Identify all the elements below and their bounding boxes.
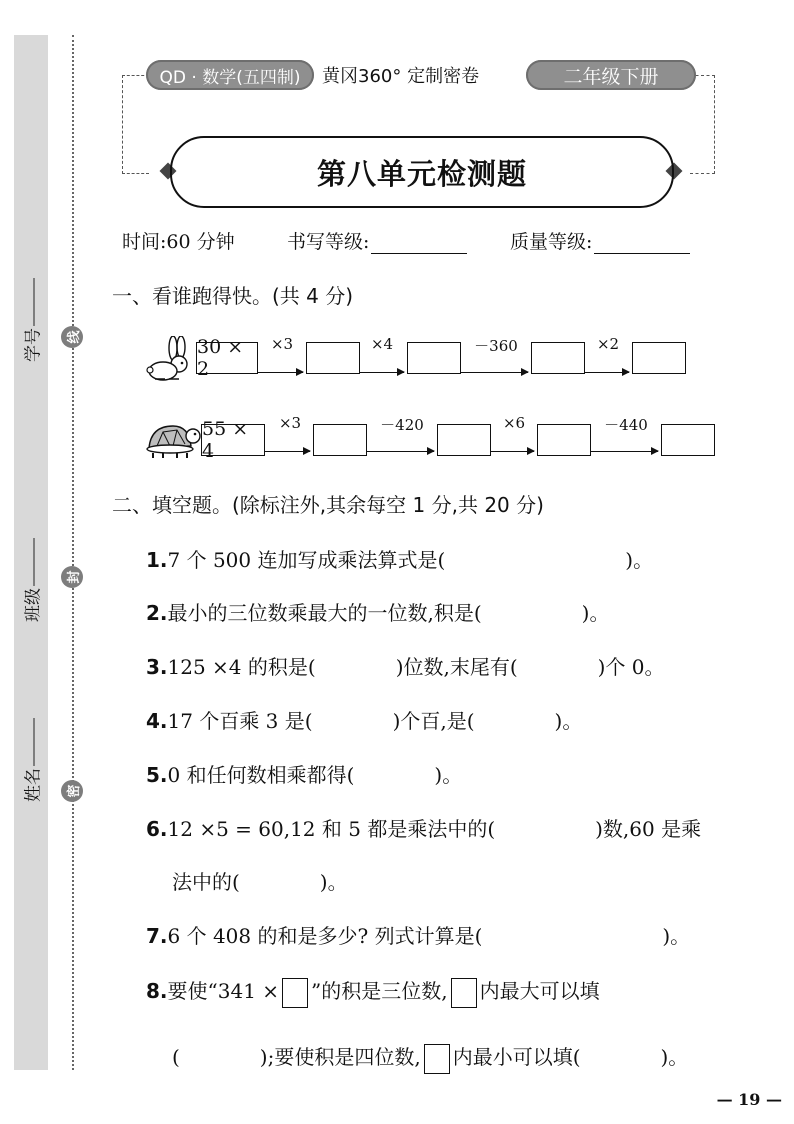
class-field[interactable] [19, 538, 44, 622]
question-8-number: 8. [146, 979, 168, 1003]
turtle-answer-3[interactable] [537, 424, 591, 456]
question-1[interactable] [146, 544, 653, 573]
rabbit-arrow-2 [360, 372, 404, 373]
page-title: 第八单元检测题 [170, 136, 674, 208]
writing-grade-label: 书写等级: [287, 231, 370, 253]
rabbit-answer-2[interactable] [407, 342, 461, 374]
cut-line [72, 35, 74, 1070]
writing-grade[interactable] [287, 227, 467, 254]
rabbit-answer-4[interactable] [632, 342, 686, 374]
question-1-number: 1. [146, 548, 168, 572]
section2-heading: 二、填空题。(除标注外,其余每空 1 分,共 20 分) [112, 493, 544, 517]
rabbit-icon [143, 336, 195, 382]
grade-pill: 二年级下册 [526, 60, 696, 90]
turtle-arrow-3 [491, 451, 534, 452]
question-3-number: 3. [146, 655, 168, 679]
question-2-number: 2. [146, 601, 168, 625]
name-field[interactable] [19, 718, 44, 802]
turtle-op-1: ×3 [278, 414, 302, 432]
question-4[interactable] [146, 705, 582, 734]
turtle-arrow-1 [265, 451, 310, 452]
question-2-text: 最小的三位数乘最大的一位数,积是( )。 [167, 601, 610, 625]
turtle-start-box: 55 × 4 [201, 424, 265, 456]
quality-grade-label: 质量等级: [510, 231, 593, 253]
writing-grade-blank[interactable] [371, 235, 467, 254]
question-8[interactable] [146, 975, 600, 1008]
quality-grade-blank[interactable] [594, 235, 690, 254]
student-id-label: 学号 [23, 328, 44, 362]
rabbit-answer-3[interactable] [531, 342, 585, 374]
turtle-arrow-4 [591, 451, 658, 452]
page-number: — 19 — [716, 1090, 782, 1109]
bead-secret: 密 [61, 780, 83, 802]
question-1-text: 7 个 500 连加写成乘法算式是( )。 [167, 548, 654, 572]
name-label: 姓名 [23, 768, 44, 802]
rabbit-op-2: ×4 [370, 335, 394, 353]
turtle-answer-1[interactable] [313, 424, 367, 456]
question-3-text: 125 ×4 的积是( )位数,末尾有( )个 0。 [167, 655, 665, 679]
rabbit-op-3: －360 [474, 337, 518, 355]
section1-heading: 一、看谁跑得快。(共 4 分) [112, 284, 354, 308]
turtle-answer-2[interactable] [437, 424, 491, 456]
question-4-number: 4. [146, 709, 168, 733]
header-frame-left [122, 75, 149, 174]
rabbit-arrow-4 [585, 372, 629, 373]
series-name: 黄冈360° 定制密卷 [322, 66, 480, 87]
bead-line: 线 [61, 326, 83, 348]
question-6-number: 6. [146, 817, 168, 841]
question-8-cont-part2: 内最小可以填( )。 [452, 1045, 689, 1069]
question-5[interactable] [146, 759, 462, 788]
turtle-op-2: －420 [380, 416, 424, 434]
turtle-op-3: ×6 [502, 414, 526, 432]
question-8-part3: 内最大可以填 [479, 979, 600, 1003]
question-6[interactable] [146, 813, 701, 842]
answer-square-1[interactable] [282, 978, 308, 1008]
question-7[interactable] [146, 920, 690, 949]
question-8-part1: 要使“341 × [167, 979, 280, 1003]
rabbit-arrow-1 [258, 372, 303, 373]
rabbit-op-4: ×2 [596, 335, 620, 353]
student-id-field[interactable] [19, 278, 44, 362]
question-6-cont[interactable]: 法中的( )。 [172, 870, 348, 894]
turtle-arrow-2 [367, 451, 434, 452]
question-2[interactable] [146, 597, 609, 626]
question-6-text: 12 ×5 = 60,12 和 5 都是乘法中的( )数,60 是乘 [167, 817, 702, 841]
question-8-cont-part1: ( );要使积是四位数, [172, 1045, 421, 1069]
rabbit-answer-1[interactable] [306, 342, 360, 374]
turtle-icon [143, 418, 201, 460]
question-5-number: 5. [146, 763, 168, 787]
turtle-op-4: －440 [604, 416, 648, 434]
question-7-number: 7. [146, 924, 168, 948]
bead-seal: 封 [61, 566, 83, 588]
time-label: 时间:60 分钟 [122, 231, 235, 253]
question-3[interactable] [146, 651, 665, 680]
question-7-text: 6 个 408 的和是多少? 列式计算是( )。 [167, 924, 691, 948]
answer-square-2[interactable] [451, 978, 477, 1008]
question-5-text: 0 和任何数相乘都得( )。 [167, 763, 463, 787]
question-4-text: 17 个百乘 3 是( )个百,是( )。 [167, 709, 583, 733]
question-8-part2: ”的积是三位数, [311, 979, 448, 1003]
answer-square-3[interactable] [424, 1044, 450, 1074]
edition-pill: QD · 数学(五四制) [146, 60, 314, 90]
rabbit-op-1: ×3 [270, 335, 294, 353]
question-8-cont[interactable] [172, 1041, 688, 1074]
turtle-answer-4[interactable] [661, 424, 715, 456]
header-frame-right [690, 75, 715, 174]
rabbit-arrow-3 [461, 372, 528, 373]
rabbit-start-box: 30 × 2 [196, 342, 258, 374]
class-label: 班级 [23, 588, 44, 622]
quality-grade[interactable] [510, 227, 690, 254]
